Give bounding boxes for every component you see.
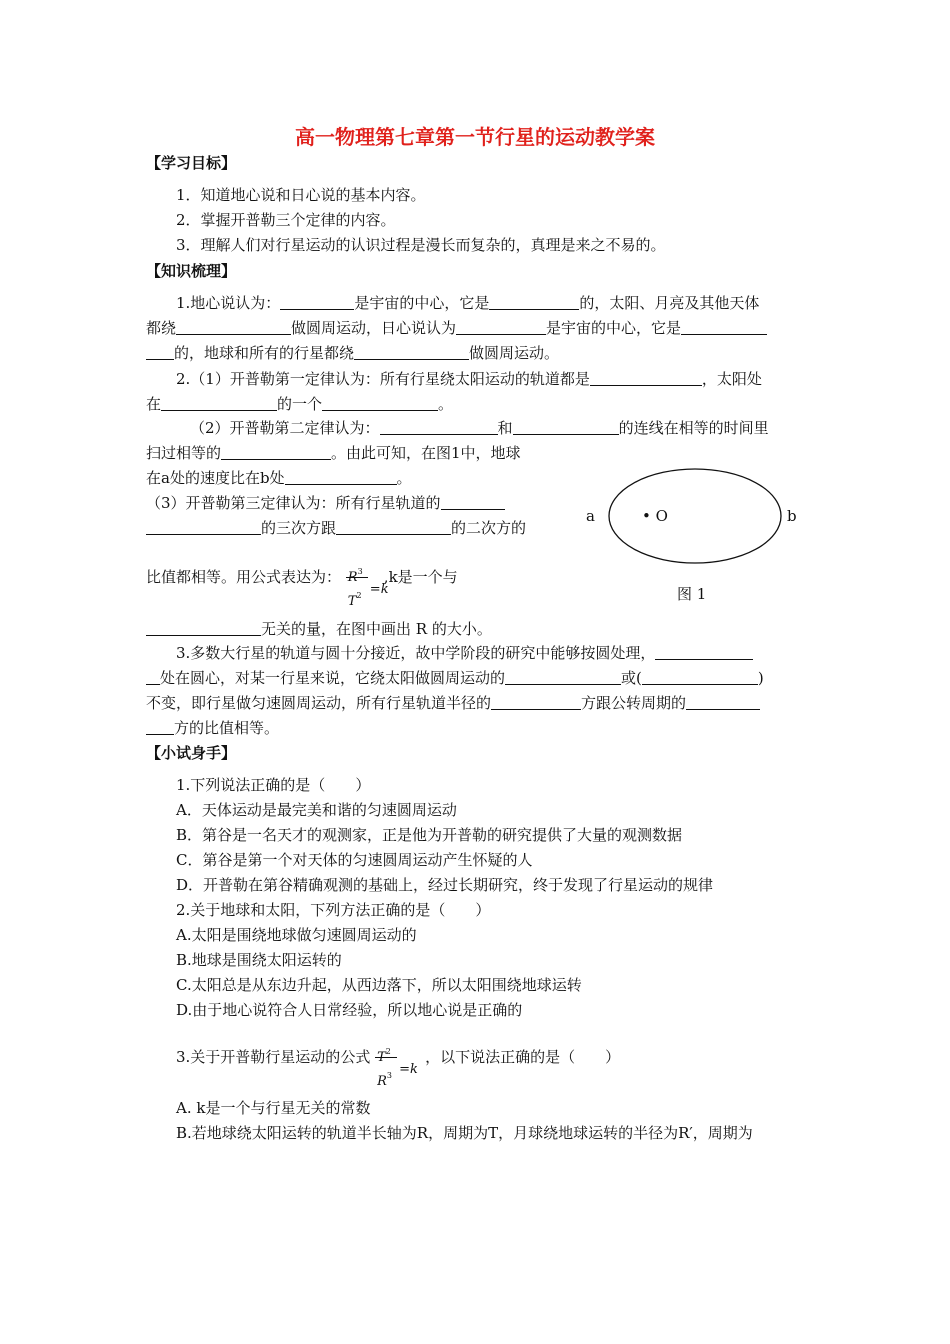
orbit-ellipse — [580, 460, 820, 600]
point-a-label: a — [586, 507, 595, 525]
fill-blank[interactable] — [505, 668, 621, 685]
question-1-option[interactable]: A．天体运动是最完美和谐的匀速圆周运动 — [176, 801, 457, 819]
knowledge-heading: 【知识梳理】 — [146, 262, 237, 280]
knowledge-p4-line2: 的三次方跟 的二次方的 — [146, 518, 526, 538]
goals-heading: 【学习目标】 — [146, 154, 237, 172]
fill-blank[interactable] — [642, 668, 758, 685]
knowledge-p3-line1: （2）开普勒第二定律认为： 和 的连线在相等的时间里 — [190, 419, 769, 437]
knowledge-p1-line2: 都绕 做圆周运动，日心说认为 是宇宙的中心，它是 — [146, 318, 767, 338]
fill-blank[interactable] — [590, 369, 702, 386]
fill-blank[interactable] — [176, 318, 291, 335]
fill-blank[interactable] — [280, 293, 354, 310]
knowledge-p5-line4: 方的比值相等。 — [146, 718, 279, 738]
knowledge-p2-line2: 在 的一个 。 — [146, 395, 454, 413]
fill-blank[interactable] — [146, 518, 261, 535]
knowledge-p1-line1: 1.地心说认为： 是宇宙的中心，它是 的，太阳、月亮及其他天体 — [176, 294, 760, 312]
fill-blank[interactable] — [354, 343, 469, 360]
question-2-option[interactable]: D.由于地心说符合人日常经验，所以地心说是正确的 — [176, 1001, 523, 1019]
fill-blank[interactable] — [681, 318, 767, 335]
question-2-option[interactable]: B.地球是围绕太阳运转的 — [176, 951, 342, 969]
fill-blank[interactable] — [686, 693, 760, 710]
question-3-stem: 3.关于开普勒行星运动的公式 $^2$ $R^3$ =k ，以下说法正确的是（ ） — [176, 1035, 620, 1079]
knowledge-p3-line2: 扫过相等的 。由此可知，在图1中，地球 — [146, 444, 521, 462]
figure-caption: 图 1 — [677, 585, 707, 603]
fill-blank[interactable] — [456, 318, 546, 335]
question-1-option[interactable]: B．第谷是一名天才的观测家，正是他为开普勒的研究提供了大量的观测数据 — [176, 826, 683, 844]
kepler-formula-inverse: $^2$ $R^3$ =k — [377, 1047, 418, 1089]
question-2-option[interactable]: C.太阳总是从东边升起，从西边落下，所以太阳围绕地球运转 — [176, 976, 582, 994]
point-b-label: b — [787, 507, 797, 525]
question-3-option[interactable]: A. k是一个与行星无关的常数 — [176, 1099, 371, 1117]
fill-blank[interactable] — [161, 394, 277, 411]
kepler-formula: $^3$ $T^2$ =k — [347, 567, 389, 609]
fill-blank[interactable] — [146, 343, 174, 360]
figure-1 — [580, 460, 820, 620]
question-1-stem: 1.下列说法正确的是（ ） — [176, 776, 371, 794]
fill-blank[interactable] — [655, 643, 753, 660]
fill-blank[interactable] — [491, 693, 581, 710]
knowledge-p4-line3: 比值都相等。用公式表达为： $^3$ $T^2$ =k ,k是一个与 — [146, 555, 470, 599]
fill-blank[interactable] — [146, 668, 160, 685]
fill-blank[interactable] — [513, 418, 619, 435]
goal-item: 1．知道地心说和日心说的基本内容。 — [176, 186, 426, 204]
knowledge-p1-line3: 的，地球和所有的行星都绕 做圆周运动。 — [146, 343, 559, 363]
page-title: 高一物理第七章第一节行星的运动教学案 — [295, 125, 655, 149]
question-1-option[interactable]: D．开普勒在第谷精确观测的基础上，经过长期研究，终于发现了行星运动的规律 — [176, 876, 714, 894]
question-2-stem: 2.关于地球和太阳，下列方法正确的是（ ） — [176, 901, 491, 919]
fill-blank[interactable] — [221, 443, 331, 460]
fill-blank[interactable] — [285, 468, 397, 485]
question-1-option[interactable]: C．第谷是第一个对天体的匀速圆周运动产生怀疑的人 — [176, 851, 533, 869]
knowledge-p4-line4: 无关的量，在图中画出 R 的大小。 — [146, 619, 492, 639]
knowledge-p5-line3: 不变，即行星做匀速圆周运动，所有行星轨道半径的 方跟公转周期的 — [146, 693, 760, 713]
practice-heading: 【小试身手】 — [146, 744, 237, 762]
knowledge-p5-line1: 3.多数大行星的轨道与圆十分接近，故中学阶段的研究中能够按圆处理， — [176, 643, 753, 663]
goal-item: 3．理解人们对行星运动的认识过程是漫长而复杂的，真理是来之不易的。 — [176, 236, 666, 254]
fill-blank[interactable] — [441, 493, 505, 510]
knowledge-p2-line1: 2.（1）开普勒第一定律认为：所有行星绕太阳运动的轨道都是 ，太阳处 — [176, 370, 762, 388]
fill-blank[interactable] — [380, 418, 498, 435]
goal-item: 2．掌握开普勒三个定律的内容。 — [176, 211, 396, 229]
knowledge-p4-line1: （3）开普勒第三定律认为：所有行星轨道的 — [146, 493, 505, 513]
question-2-option[interactable]: A.太阳是围绕地球做匀速圆周运动的 — [176, 926, 417, 944]
center-o-label: • O — [642, 507, 668, 525]
knowledge-p5-line2: 处在圆心，对某一行星来说，它绕太阳做圆周运动的 或( ) — [146, 668, 764, 688]
fill-blank[interactable] — [322, 394, 438, 411]
fill-blank[interactable] — [146, 718, 174, 735]
fill-blank[interactable] — [336, 518, 451, 535]
question-3-option[interactable]: B.若地球绕太阳运转的轨道半长轴为R，周期为T，月球绕地球运转的半径为R′，周期为 — [176, 1124, 753, 1142]
knowledge-p3-line3: 在a处的速度比在b处 。 — [146, 469, 412, 487]
fill-blank[interactable] — [146, 619, 261, 636]
fill-blank[interactable] — [489, 293, 579, 310]
